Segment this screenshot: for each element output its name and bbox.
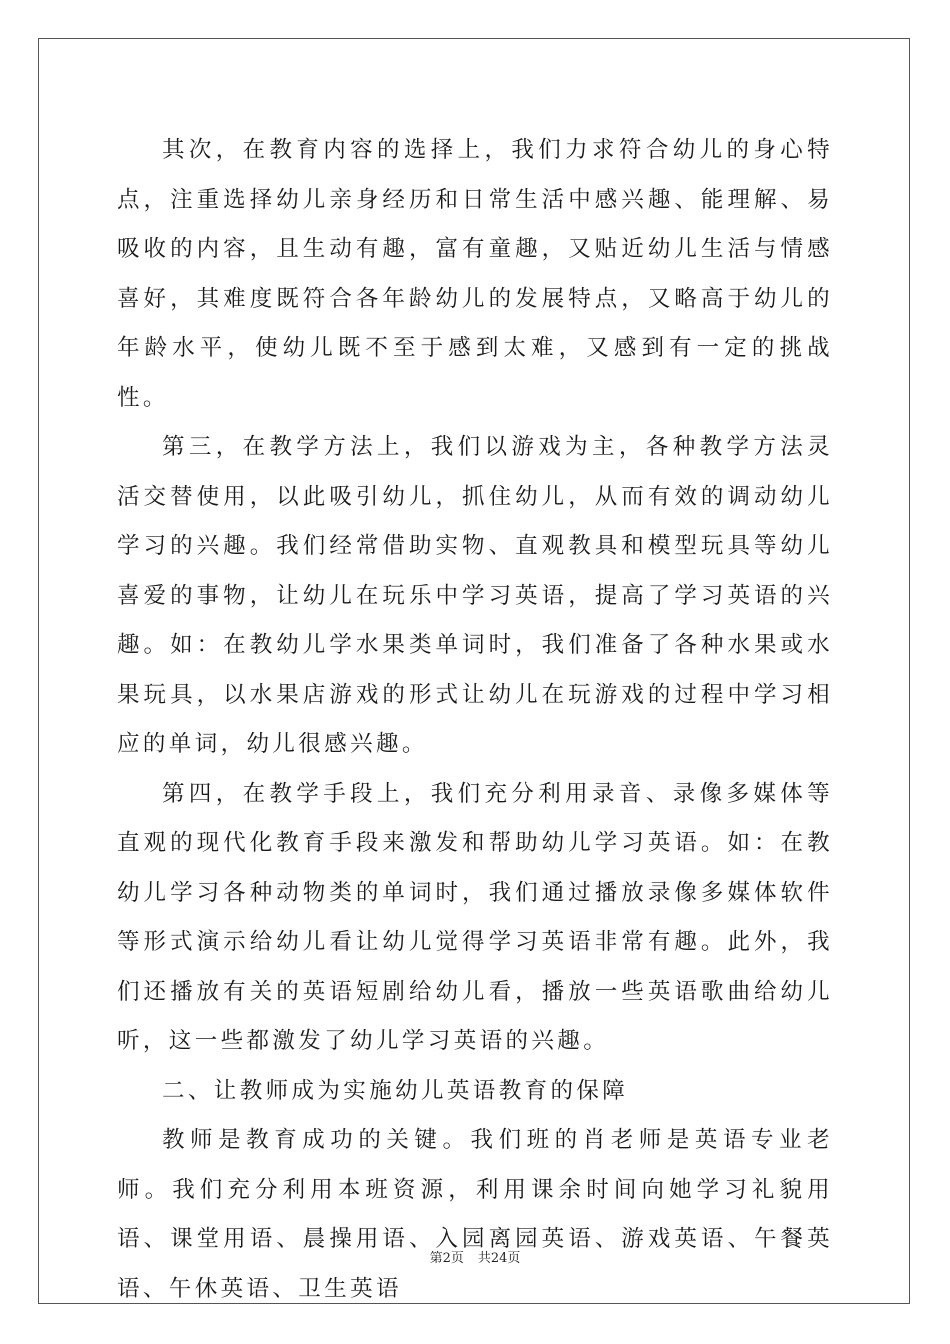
paragraph-teachers-key: 教师是教育成功的关键。我们班的肖老师是英语专业老师。我们充分利用本班资源，利用课余时间向她学习礼貌用语、课堂用语、晨操用语、入园离园英语、游戏英语、午餐英语、午休英语、卫生英语 bbox=[117, 1127, 833, 1302]
section-heading-teachers: 二、让教师成为实施幼儿英语教育的保障 bbox=[162, 1077, 629, 1104]
paragraph-content-selection: 其次，在教育内容的选择上，我们力求符合幼儿的身心特点，注重选择幼儿亲身经历和日常生活中感兴趣、能理解、易吸收的内容，且生动有趣，富有童趣，又贴近幼儿生活与情感喜好，其难度既符合各年龄幼儿的发展特点，又略高于幼儿的年龄水平，使幼儿既不至于感到太难，又感到有一定的挑战性。 bbox=[117, 137, 833, 411]
page-total: 共24页 bbox=[477, 1251, 521, 1266]
page-number: 第2页 bbox=[429, 1251, 464, 1266]
paragraph-teaching-methods: 第三，在教学方法上，我们以游戏为主，各种教学方法灵活交替使用，以此吸引幼儿，抓住幼儿，从而有效的调动幼儿学习的兴趣。我们经常借助实物、直观教具和模型玩具等幼儿喜爱的事物，让幼儿在玩乐中学习英语，提高了学习英语的兴趣。如：在教幼儿学水果类单词时，我们准备了各种水果或水果玩具，以水果店游戏的形式让幼儿在玩游戏的过程中学习相应的单词，幼儿很感兴趣。 bbox=[117, 434, 833, 757]
document-body bbox=[117, 126, 833, 1314]
paragraph-teaching-means: 第四，在教学手段上，我们充分利用录音、录像多媒体等直观的现代化教育手段来激发和帮助幼儿学习英语。如：在教幼儿学习各种动物类的单词时，我们通过播放录像多媒体软件等形式演示给幼儿看让幼儿觉得学习英语非常有趣。此外，我们还播放有关的英语短剧给幼儿看，播放一些英语歌曲给幼儿听，这一些都激发了幼儿学习英语的兴趣。 bbox=[117, 780, 833, 1054]
page-footer bbox=[0, 1247, 950, 1266]
